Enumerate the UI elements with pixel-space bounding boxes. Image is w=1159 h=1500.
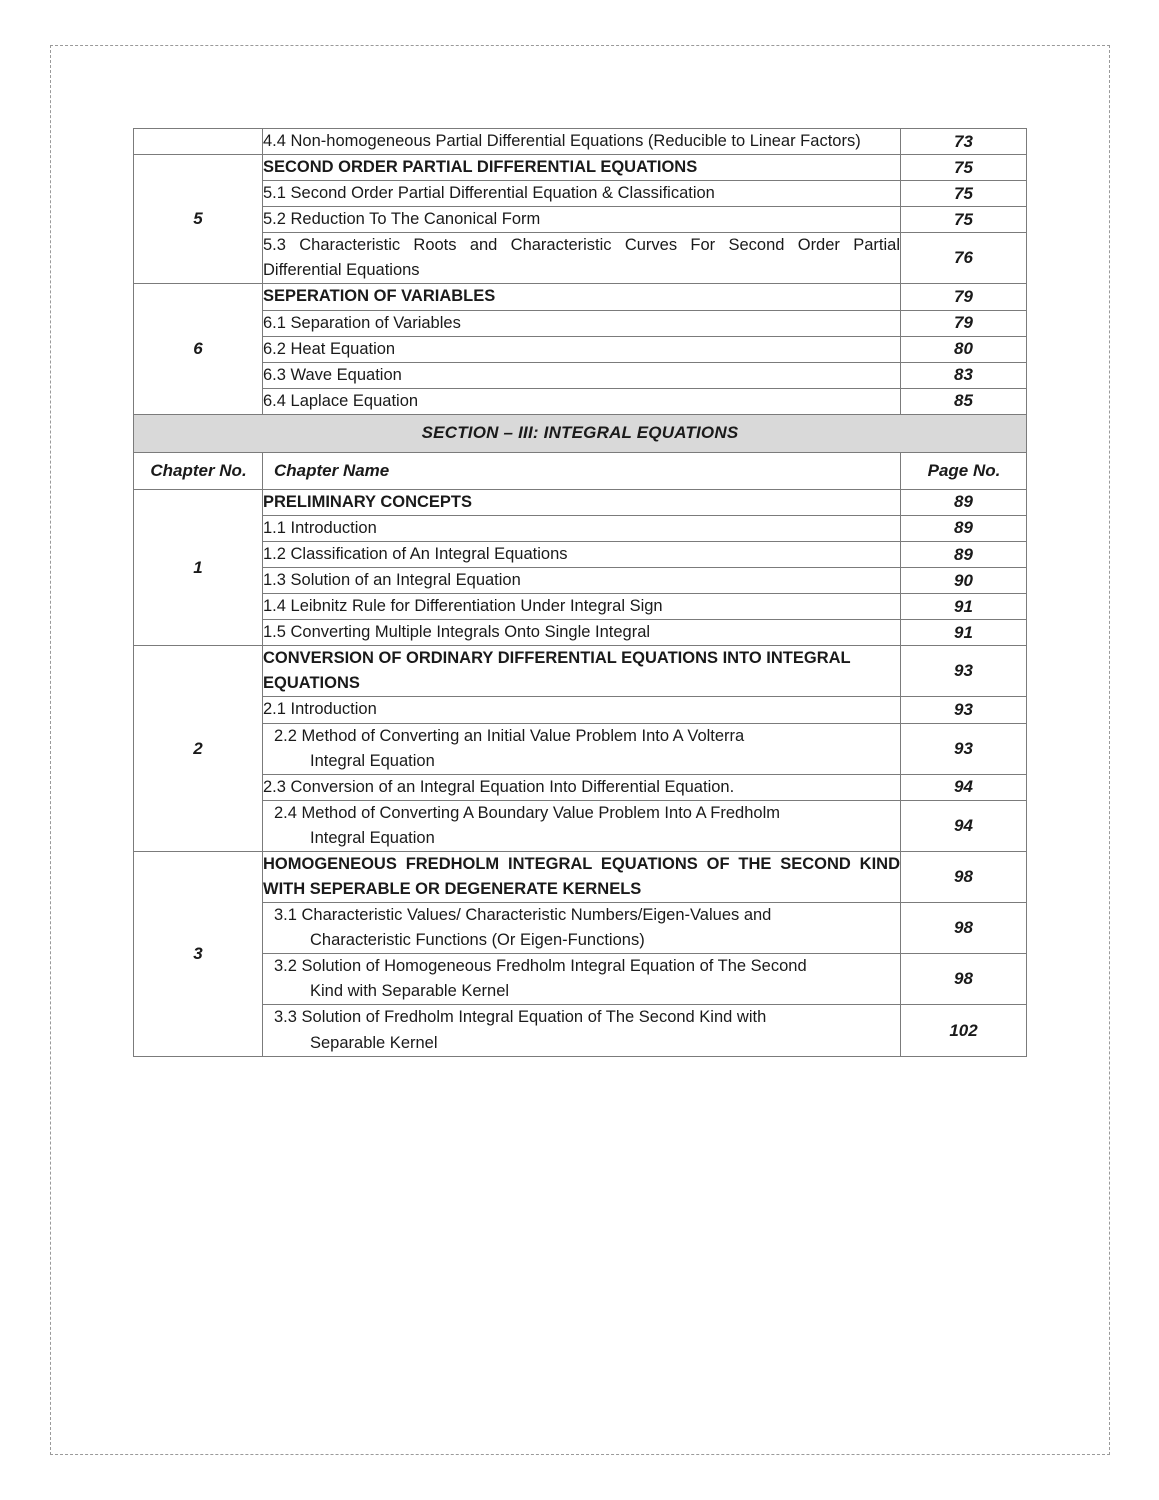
chapter-name-cell: 6.3 Wave Equation bbox=[263, 362, 901, 388]
chapter-name-cell bbox=[263, 1005, 901, 1056]
table-of-contents bbox=[133, 128, 1026, 1057]
chapter-name-cell: CONVERSION OF ORDINARY DIFFERENTIAL EQUATIONS INTO INTEGRAL EQUATIONS bbox=[263, 646, 901, 697]
chapter-name-line-2: Integral Equation bbox=[310, 751, 435, 770]
table-row bbox=[134, 594, 1027, 620]
chapter-name-line-1: 2.2 Method of Converting an Initial Value Problem Into A Volterra bbox=[274, 726, 745, 745]
table-row bbox=[134, 542, 1027, 568]
chapter-name-line-2: Separable Kernel bbox=[310, 1033, 438, 1052]
chapter-name-cell: 1.3 Solution of an Integral Equation bbox=[263, 568, 901, 594]
page-number-cell: 91 bbox=[901, 620, 1027, 646]
table-row bbox=[134, 155, 1027, 181]
table-row bbox=[134, 362, 1027, 388]
table-row bbox=[134, 515, 1027, 541]
page-number-cell: 91 bbox=[901, 594, 1027, 620]
page-number-cell: 75 bbox=[901, 181, 1027, 207]
section-banner-label: SECTION – III: INTEGRAL EQUATIONS bbox=[134, 414, 1027, 452]
page-number-cell: 85 bbox=[901, 388, 1027, 414]
page-number-cell: 83 bbox=[901, 362, 1027, 388]
page-number-cell: 80 bbox=[901, 336, 1027, 362]
page-number-cell: 93 bbox=[901, 646, 1027, 697]
table-row bbox=[134, 1005, 1027, 1056]
section-banner-row bbox=[134, 414, 1027, 452]
page-number-cell: 89 bbox=[901, 542, 1027, 568]
chapter-name-line-2: Integral Equation bbox=[310, 828, 435, 847]
table-row bbox=[134, 851, 1027, 902]
table-row bbox=[134, 129, 1027, 155]
chapter-number-cell: 1 bbox=[134, 489, 263, 645]
page-number-cell: 89 bbox=[901, 515, 1027, 541]
table-row bbox=[134, 723, 1027, 774]
chapter-name-cell: 6.2 Heat Equation bbox=[263, 336, 901, 362]
chapter-name-cell bbox=[263, 723, 901, 774]
column-header-chapter-no: Chapter No. bbox=[134, 452, 263, 489]
chapter-name-line-1: 2.4 Method of Converting A Boundary Value Problem Into A Fredholm bbox=[274, 803, 780, 822]
chapter-name-cell: 6.1 Separation of Variables bbox=[263, 310, 901, 336]
page-number-cell: 94 bbox=[901, 774, 1027, 800]
page-number-cell: 93 bbox=[901, 697, 1027, 723]
chapter-name-cell bbox=[263, 800, 901, 851]
table-row bbox=[134, 774, 1027, 800]
page-number-cell: 90 bbox=[901, 568, 1027, 594]
table-row bbox=[134, 284, 1027, 310]
page-number-cell: 94 bbox=[901, 800, 1027, 851]
page-number-cell: 93 bbox=[901, 723, 1027, 774]
table-row bbox=[134, 489, 1027, 515]
chapter-number-cell: 2 bbox=[134, 646, 263, 852]
column-header-row bbox=[134, 452, 1027, 489]
page-number-cell: 73 bbox=[901, 129, 1027, 155]
chapter-name-cell: 6.4 Laplace Equation bbox=[263, 388, 901, 414]
chapter-name-line-1: 3.1 Characteristic Values/ Characteristic Numbers/Eigen-Values and bbox=[274, 906, 772, 925]
chapter-name-cell: 5.3 Characteristic Roots and Characteristic Curves For Second Order Partial Differential Equations bbox=[263, 233, 901, 284]
chapter-name-cell bbox=[263, 903, 901, 954]
page-number-cell: 98 bbox=[901, 851, 1027, 902]
table-row bbox=[134, 903, 1027, 954]
chapter-name-cell: HOMOGENEOUS FREDHOLM INTEGRAL EQUATIONS OF THE SECOND KIND WITH SEPERABLE OR DEGENERATE KERNELS bbox=[263, 851, 901, 902]
chapter-name-cell: 5.1 Second Order Partial Differential Equation & Classification bbox=[263, 181, 901, 207]
page-number-cell: 98 bbox=[901, 903, 1027, 954]
chapter-number-cell: 3 bbox=[134, 851, 263, 1056]
chapter-name-line-2: Kind with Separable Kernel bbox=[310, 982, 510, 1001]
chapter-name-cell: 1.4 Leibnitz Rule for Differentiation Under Integral Sign bbox=[263, 594, 901, 620]
chapter-name-line-1: 3.3 Solution of Fredholm Integral Equation of The Second Kind with bbox=[274, 1008, 767, 1027]
table-row bbox=[134, 954, 1027, 1005]
page-number-cell: 75 bbox=[901, 155, 1027, 181]
chapter-name-cell: SEPERATION OF VARIABLES bbox=[263, 284, 901, 310]
chapter-number-cell: 6 bbox=[134, 284, 263, 414]
table-row bbox=[134, 233, 1027, 284]
table-row bbox=[134, 568, 1027, 594]
page-number-cell: 79 bbox=[901, 310, 1027, 336]
page-number-cell: 89 bbox=[901, 489, 1027, 515]
chapter-number-cell bbox=[134, 129, 263, 155]
chapter-name-cell: 1.5 Converting Multiple Integrals Onto Single Integral bbox=[263, 620, 901, 646]
table-row bbox=[134, 336, 1027, 362]
page-number-cell: 98 bbox=[901, 954, 1027, 1005]
table-row bbox=[134, 646, 1027, 697]
chapter-name-cell: 1.2 Classification of An Integral Equations bbox=[263, 542, 901, 568]
toc-table bbox=[133, 128, 1027, 1057]
page-number-cell: 76 bbox=[901, 233, 1027, 284]
chapter-name-cell: SECOND ORDER PARTIAL DIFFERENTIAL EQUATIONS bbox=[263, 155, 901, 181]
chapter-name-cell: PRELIMINARY CONCEPTS bbox=[263, 489, 901, 515]
column-header-page-no: Page No. bbox=[901, 452, 1027, 489]
chapter-name-cell: 4.4 Non-homogeneous Partial Differential Equations (Reducible to Linear Factors) bbox=[263, 129, 901, 155]
table-row bbox=[134, 620, 1027, 646]
page-number-cell: 75 bbox=[901, 207, 1027, 233]
page-number-cell: 102 bbox=[901, 1005, 1027, 1056]
table-row bbox=[134, 800, 1027, 851]
chapter-name-cell bbox=[263, 954, 901, 1005]
table-row bbox=[134, 207, 1027, 233]
chapter-number-cell: 5 bbox=[134, 155, 263, 284]
chapter-name-cell: 2.1 Introduction bbox=[263, 697, 901, 723]
table-row bbox=[134, 181, 1027, 207]
chapter-name-cell: 5.2 Reduction To The Canonical Form bbox=[263, 207, 901, 233]
page-number-cell: 79 bbox=[901, 284, 1027, 310]
column-header-chapter-name: Chapter Name bbox=[263, 452, 901, 489]
table-row bbox=[134, 310, 1027, 336]
table-row bbox=[134, 697, 1027, 723]
chapter-name-line-1: 3.2 Solution of Homogeneous Fredholm Integral Equation of The Second bbox=[274, 957, 807, 976]
chapter-name-line-2: Characteristic Functions (Or Eigen-Functions) bbox=[310, 931, 645, 950]
table-row bbox=[134, 388, 1027, 414]
chapter-name-cell: 1.1 Introduction bbox=[263, 515, 901, 541]
chapter-name-cell: 2.3 Conversion of an Integral Equation Into Differential Equation. bbox=[263, 774, 901, 800]
